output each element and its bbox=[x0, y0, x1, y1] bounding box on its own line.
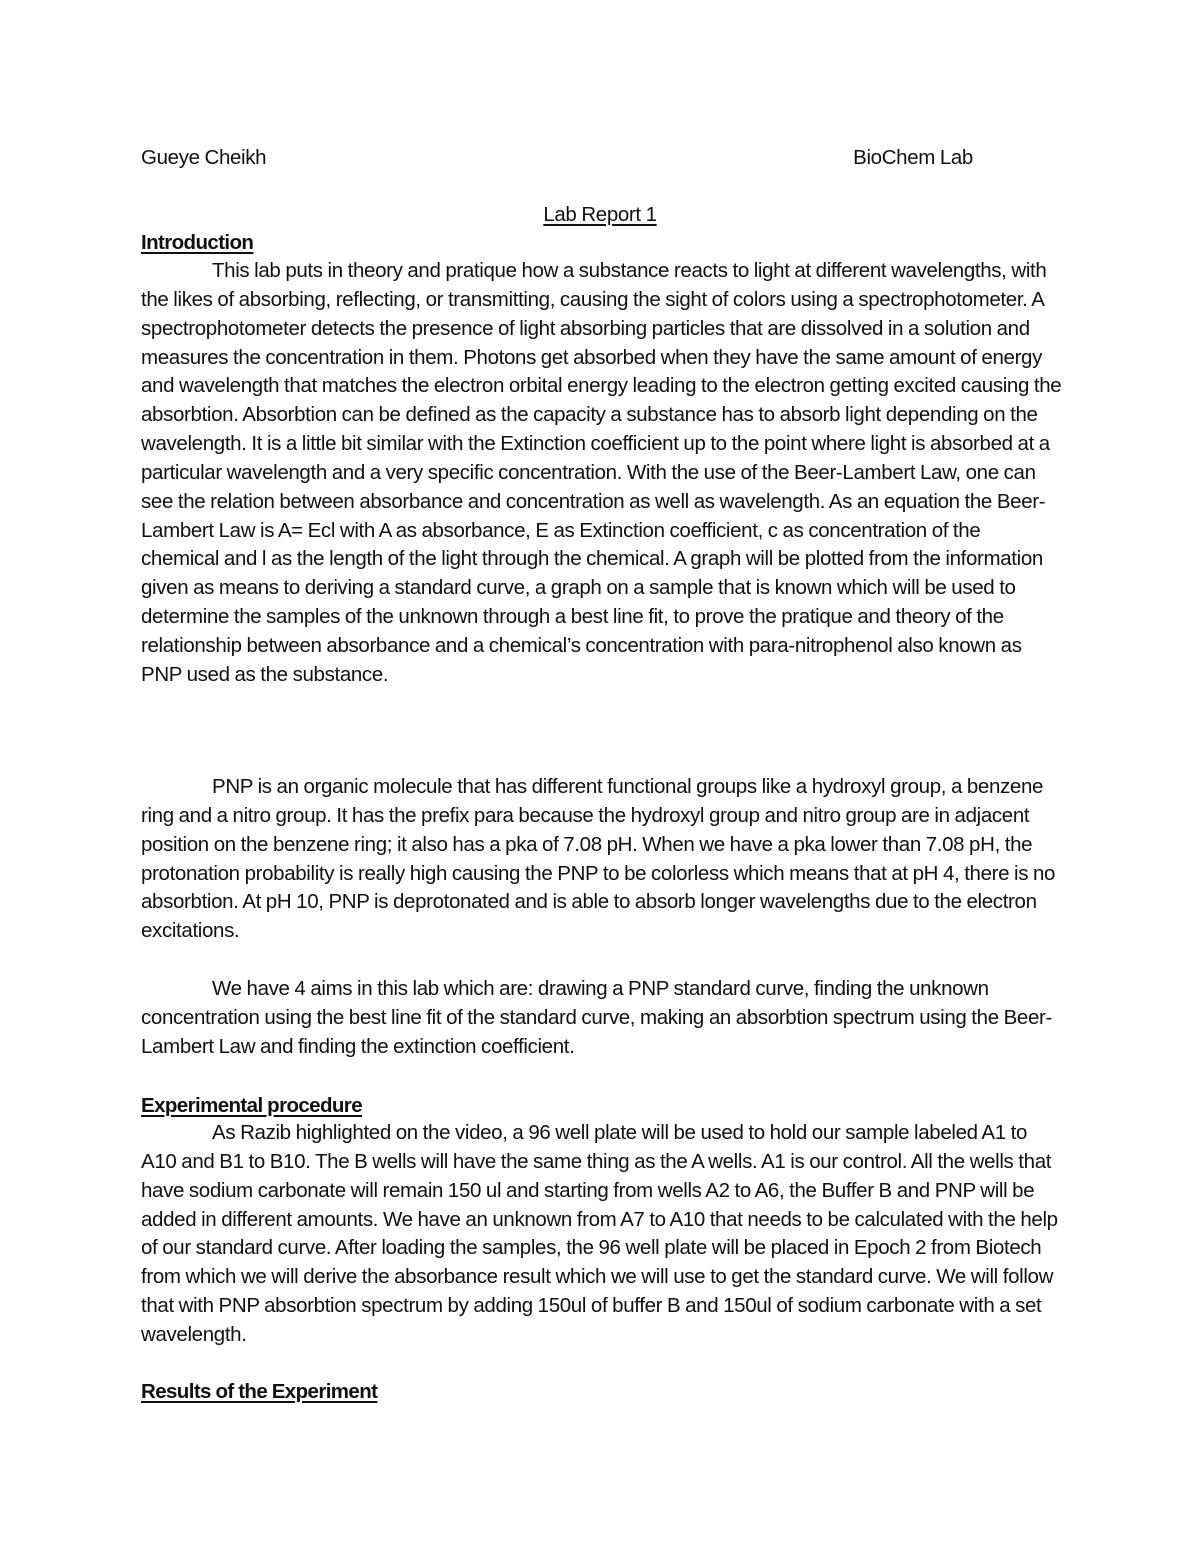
course-name: BioChem Lab bbox=[853, 146, 973, 169]
introduction-heading: Introduction bbox=[141, 231, 254, 254]
author-name: Gueye Cheikh bbox=[141, 146, 267, 169]
procedure-heading: Experimental procedure bbox=[141, 1094, 362, 1117]
results-heading: Results of the Experiment bbox=[141, 1380, 378, 1403]
introduction-paragraph-2: PNP is an organic molecule that has different functional groups like a hydroxyl group, a benzene ring and a nitro group. It has the prefix para because the hydroxyl group and nitro group are in adjacent position on the benzene ring; it also has a pka of 7.08 pH. When we have a pka lower than 7.08 pH, the protonation probability is really high causing the PNP to be colorless which means that at pH 4, there is no absorbtion. At pH 10, PNP is deprotonated and is able to absorb longer wavelengths due to the electron excitations. bbox=[141, 775, 1056, 943]
introduction-paragraph-1: This lab puts in theory and pratique how a substance reacts to light at different wavelengths, with the likes of absorbing, reflecting, or transmitting, causing the sight of colors using a spectrophotometer. A spectrophotometer detects the presence of light absorbing particles that are dissolved in a solution and measures the concentration in them. Photons get absorbed when they have the same amount of energy and wavelength that matches the electron orbital energy leading to the electron getting excited causing the absorbtion. Absorbtion can be defined as the capacity a substance has to absorb light depending on the wavelength. It is a little bit similar with the Extinction coefficient up to the point where light is absorbed at a particular wavelength and a very specific concentration. With the use of the Beer-Lambert Law, one can see the relation between absorbance and concentration as well as wavelength. As an equation the Beer-Lambert Law is A= Ecl with A as absorbance, E as Extinction coefficient, c as concentration of the chemical and l as the length of the light through the chemical. A graph will be plotted from the information given as means to deriving a standard curve, a graph on a sample that is known which will be used to determine the samples of the unknown through a best line fit, to prove the pratique and theory of the relationship between absorbance and a chemical’s concentration with para-nitrophenol also known as PNP used as the substance. bbox=[141, 259, 1062, 686]
procedure-paragraph: As Razib highlighted on the video, a 96 well plate will be used to hold our sample labeled A1 to A10 and B1 to B10. The B wells will have the same thing as the A wells. A1 is our control. All the wells that have sodium carbonate will remain 150 ul and starting from wells A2 to A6, the Buffer B and PNP will be added in different amounts. We have an unknown from A7 to A10 that needs to be calculated with the help of our standard curve. After loading the samples, the 96 well plate will be placed in Epoch 2 from Biotech from which we will derive the absorbance result which we will use to get the standard curve. We will follow that with PNP absorbtion spectrum by adding 150ul of buffer B and 150ul of sodium carbonate with a set wavelength. bbox=[141, 1121, 1058, 1346]
document-header bbox=[141, 143, 973, 173]
report-title: Lab Report 1 bbox=[543, 203, 657, 226]
introduction-paragraph-3: We have 4 aims in this lab which are: drawing a PNP standard curve, finding the unknown concentration using the best line fit of the standard curve, making an absorbtion spectrum using the Beer-Lambert Law and finding the extinction coefficient. bbox=[141, 977, 1052, 1058]
